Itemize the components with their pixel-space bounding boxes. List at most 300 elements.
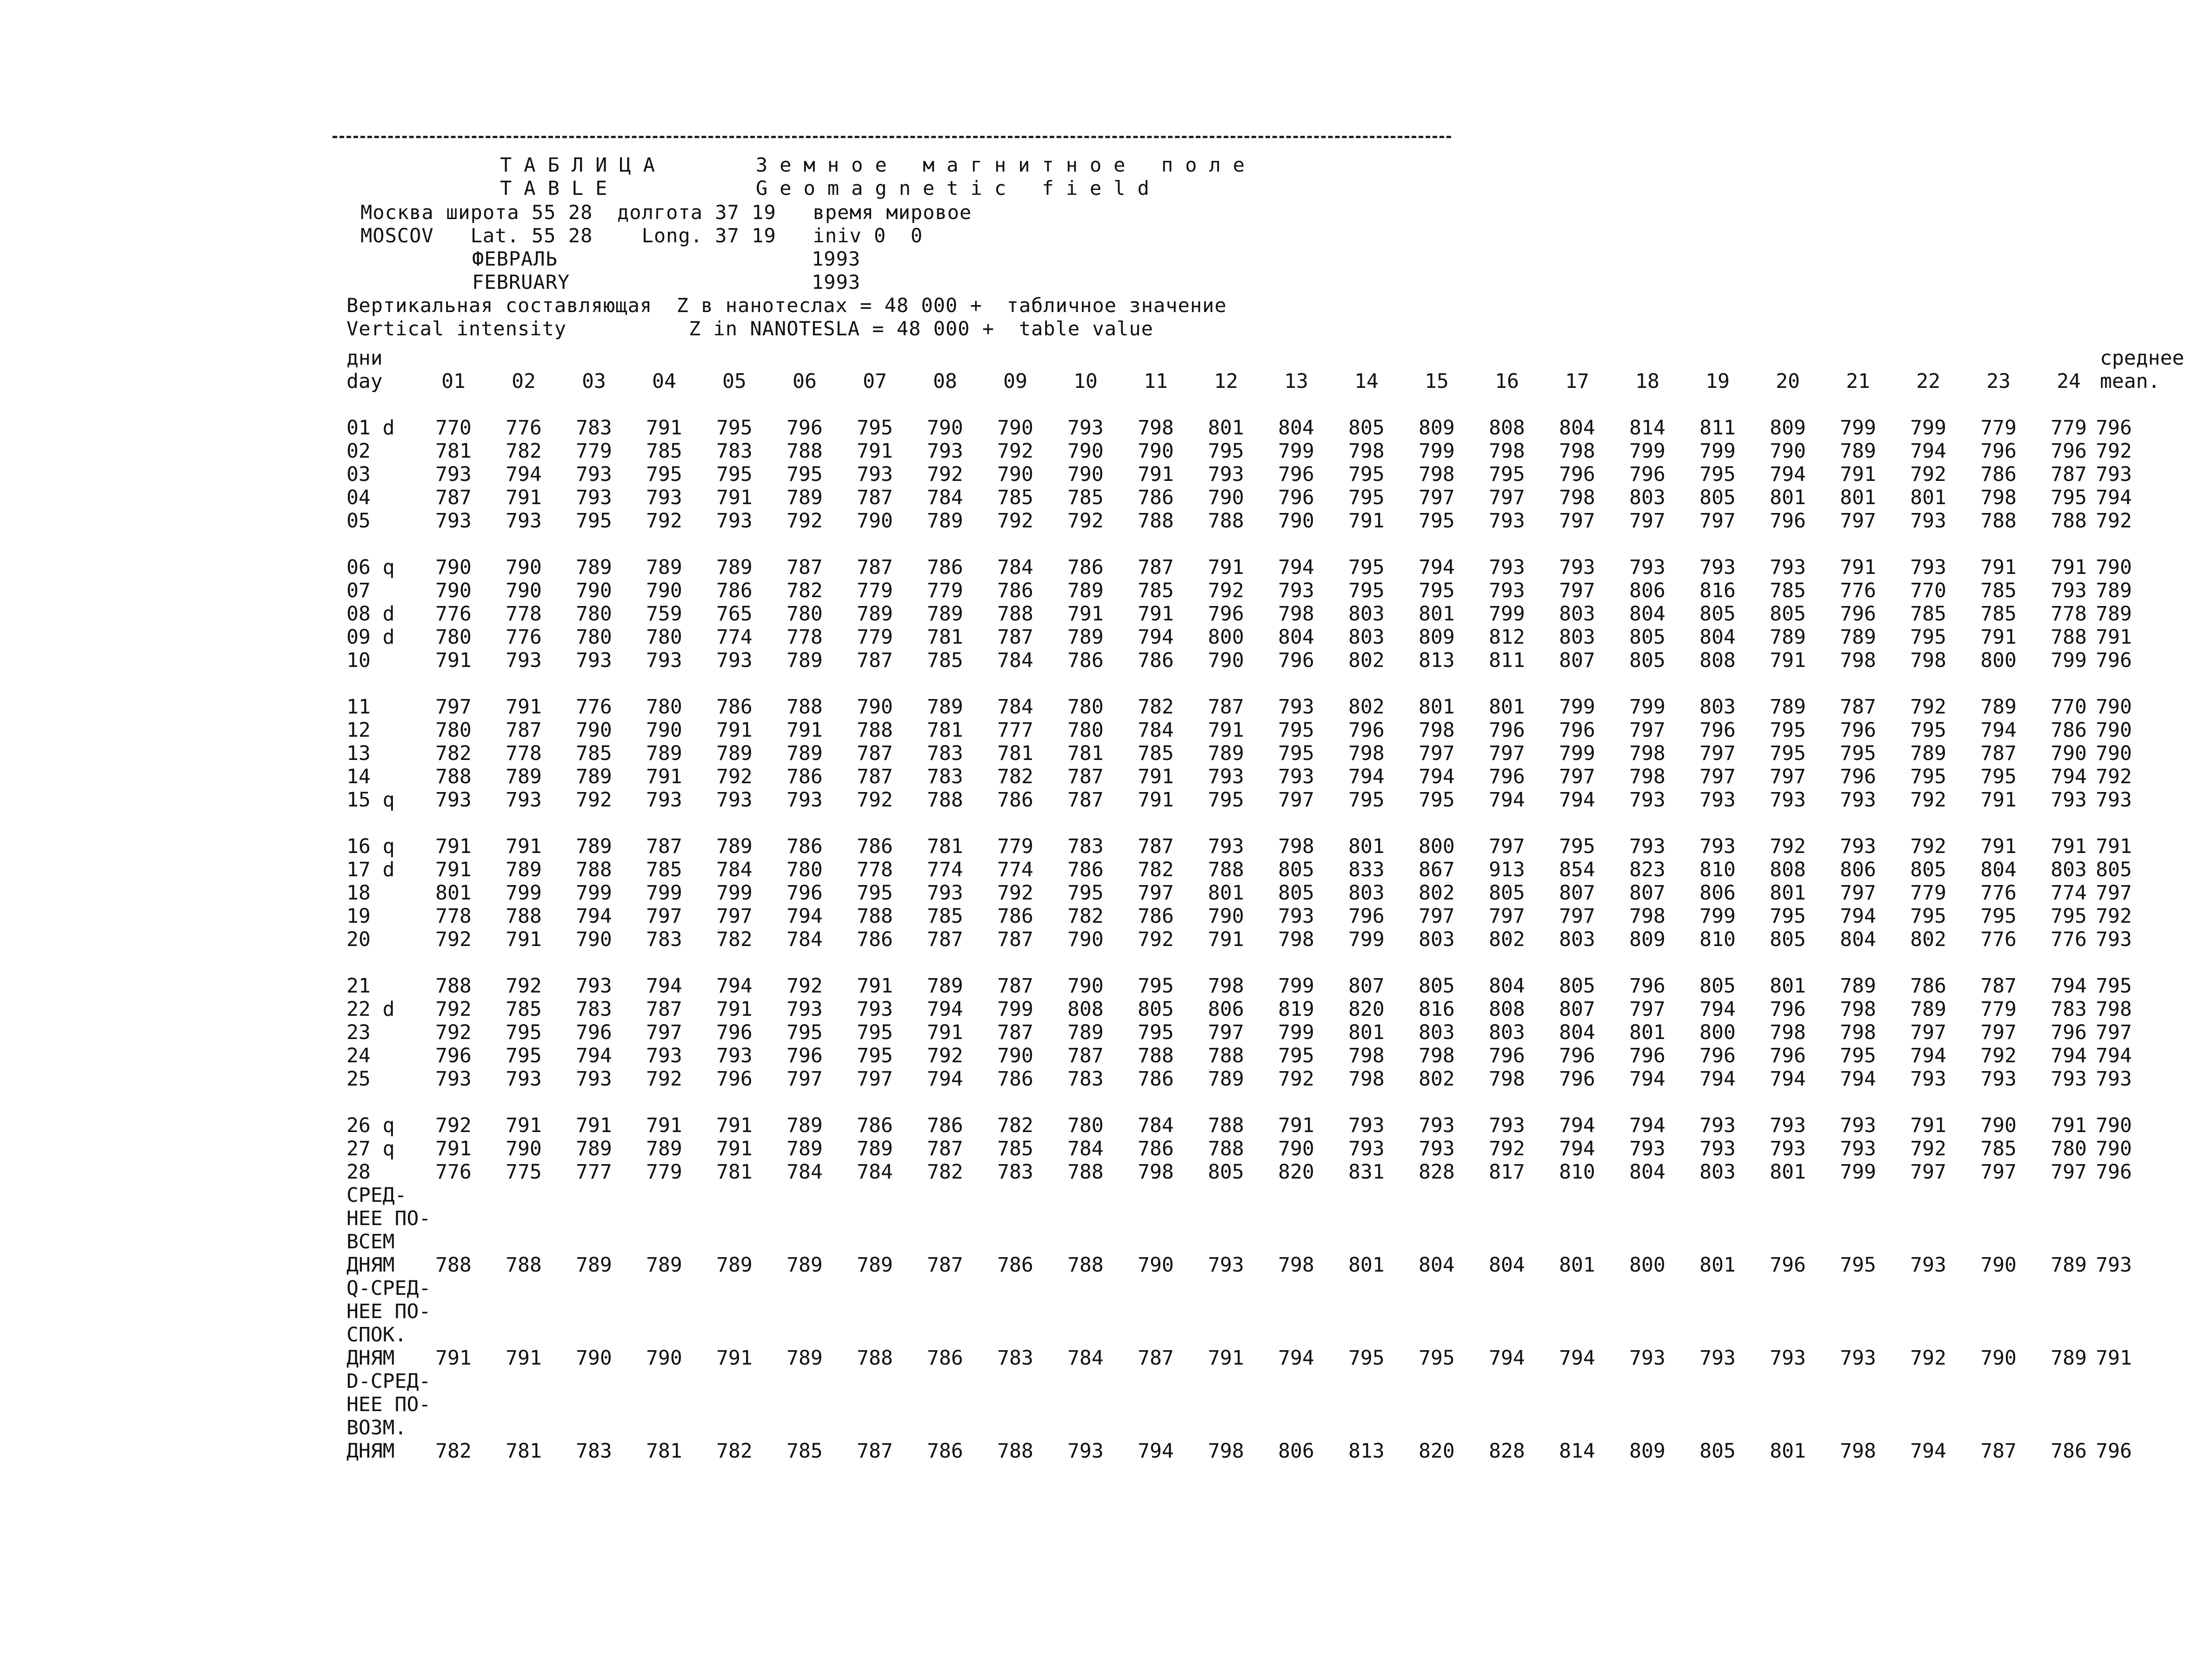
- mean-cell: 790: [2096, 1114, 2132, 1137]
- value-cell: 792: [646, 509, 682, 533]
- value-cell: 803: [1489, 1021, 1525, 1044]
- value-cell: 798: [1138, 1160, 1174, 1184]
- value-cell: 795: [576, 509, 612, 533]
- value-cell: 808: [1699, 649, 1736, 672]
- value-cell: 788: [506, 905, 542, 928]
- value-cell: 786: [857, 835, 893, 858]
- row-day-label: 26 q: [346, 1114, 395, 1137]
- value-cell: 788: [1208, 858, 1244, 881]
- value-cell: 791: [716, 1137, 753, 1160]
- value-cell: 788: [576, 858, 612, 881]
- value-cell: 790: [506, 579, 542, 602]
- value-cell: 798: [1348, 742, 1385, 765]
- value-cell: 781: [716, 1160, 753, 1184]
- value-cell: 787: [2051, 463, 2087, 486]
- hour-header: 07: [863, 370, 887, 393]
- value-cell: 793: [1489, 509, 1525, 533]
- value-cell: 802: [1419, 1067, 1455, 1091]
- value-cell: 795: [1138, 974, 1174, 998]
- row-day-label: 21: [346, 974, 371, 998]
- value-cell: 784: [997, 695, 1033, 719]
- value-cell: 793: [1629, 1137, 1666, 1160]
- value-cell: 794: [1278, 556, 1314, 579]
- row-day-label: 19: [346, 905, 371, 928]
- value-cell: 793: [1770, 788, 1806, 812]
- title-en: TABLE: [500, 177, 620, 200]
- day-label-en: day: [346, 370, 383, 393]
- value-cell: 789: [576, 835, 612, 858]
- value-cell: 797: [1699, 765, 1736, 788]
- value-cell: 786: [2051, 719, 2087, 742]
- value-cell: 787: [857, 649, 893, 672]
- value-cell: 793: [927, 881, 963, 905]
- row-day-label: 02: [346, 440, 371, 463]
- value-cell: 796: [435, 1044, 472, 1067]
- value-cell: 787: [997, 928, 1033, 951]
- value-cell: 791: [506, 486, 542, 509]
- mean-cell: 790: [2096, 1137, 2132, 1160]
- year-ru: 1993: [812, 247, 861, 270]
- value-cell: 800: [1980, 649, 2017, 672]
- row-day-label: 15 q: [346, 788, 395, 812]
- value-cell: 795: [1348, 486, 1385, 509]
- value-cell: 805: [1278, 881, 1314, 905]
- value-cell: 792: [927, 1044, 963, 1067]
- value-cell: 778: [506, 602, 542, 626]
- value-cell: 784: [997, 649, 1033, 672]
- value-cell: 797: [1419, 742, 1455, 765]
- value-cell: 798: [1419, 463, 1455, 486]
- value-cell: 791: [2051, 1114, 2087, 1137]
- mean-cell: 796: [2096, 416, 2132, 440]
- value-cell: 795: [1138, 1021, 1174, 1044]
- value-cell: 787: [857, 556, 893, 579]
- average-label-last: ДНЯМ: [346, 1346, 395, 1370]
- hour-header: 03: [582, 370, 606, 393]
- value-cell: 813: [1419, 649, 1455, 672]
- value-cell: 789: [1067, 579, 1104, 602]
- value-cell: 782: [506, 440, 542, 463]
- value-cell: 790: [646, 579, 682, 602]
- value-cell: 793: [435, 788, 472, 812]
- year-en: 1993: [812, 271, 861, 293]
- value-cell: 787: [1067, 788, 1104, 812]
- value-cell: 795: [857, 881, 893, 905]
- value-cell: 807: [1348, 974, 1385, 998]
- value-cell: 781: [435, 440, 472, 463]
- value-cell: 780: [646, 626, 682, 649]
- value-cell: 790: [1067, 974, 1104, 998]
- value-cell: 774: [997, 858, 1033, 881]
- value-cell: 789: [1208, 742, 1244, 765]
- value-cell: 789: [786, 486, 823, 509]
- value-cell: 795: [1348, 556, 1385, 579]
- value-cell: 793: [1629, 1346, 1666, 1370]
- value-cell: 788: [857, 719, 893, 742]
- value-cell: 795: [1699, 463, 1736, 486]
- value-cell: 790: [576, 1346, 612, 1370]
- value-cell: 795: [1419, 579, 1455, 602]
- value-cell: 803: [1559, 928, 1595, 951]
- value-cell: 791: [716, 1114, 753, 1137]
- value-cell: 785: [1138, 579, 1174, 602]
- value-cell: 804: [1559, 416, 1595, 440]
- value-cell: 788: [1208, 509, 1244, 533]
- value-cell: 794: [786, 905, 823, 928]
- value-cell: 793: [786, 998, 823, 1021]
- value-cell: 798: [1840, 1439, 1876, 1463]
- value-cell: 793: [1699, 1137, 1736, 1160]
- value-cell: 803: [1699, 695, 1736, 719]
- value-cell: 799: [1348, 928, 1385, 951]
- station-ru: Москва широта 55 28 долгота 37 19 время мировое: [360, 201, 972, 224]
- value-cell: 793: [1840, 788, 1876, 812]
- value-cell: 789: [576, 765, 612, 788]
- value-cell: 801: [1348, 1021, 1385, 1044]
- value-cell: 804: [1629, 602, 1666, 626]
- value-cell: 790: [1208, 905, 1244, 928]
- value-cell: 802: [1348, 649, 1385, 672]
- value-cell: 794: [646, 974, 682, 998]
- month-ru: ФЕВРАЛЬ: [472, 247, 558, 270]
- value-cell: 786: [857, 1114, 893, 1137]
- value-cell: 811: [1699, 416, 1736, 440]
- value-cell: 833: [1348, 858, 1385, 881]
- value-cell: 793: [506, 509, 542, 533]
- value-cell: 794: [1559, 1137, 1595, 1160]
- value-cell: 793: [576, 649, 612, 672]
- value-cell: 793: [506, 649, 542, 672]
- value-cell: 788: [857, 905, 893, 928]
- value-cell: 795: [1770, 905, 1806, 928]
- value-cell: 785: [646, 858, 682, 881]
- value-cell: 792: [1910, 835, 1946, 858]
- mean-cell: 805: [2096, 858, 2132, 881]
- value-cell: 789: [786, 649, 823, 672]
- value-cell: 775: [506, 1160, 542, 1184]
- value-cell: 789: [506, 765, 542, 788]
- value-cell: 786: [1138, 905, 1174, 928]
- value-cell: 792: [1278, 1067, 1314, 1091]
- value-cell: 791: [716, 998, 753, 1021]
- value-cell: 798: [1559, 440, 1595, 463]
- mean-cell: 789: [2096, 579, 2132, 602]
- row-day-label: 14: [346, 765, 371, 788]
- value-cell: 783: [2051, 998, 2087, 1021]
- value-cell: 831: [1348, 1160, 1385, 1184]
- row-day-label: 17 d: [346, 858, 395, 881]
- value-cell: 796: [1348, 719, 1385, 742]
- value-cell: 795: [1348, 788, 1385, 812]
- value-cell: 793: [1348, 1137, 1385, 1160]
- value-cell: 787: [997, 626, 1033, 649]
- value-cell: 799: [1840, 1160, 1876, 1184]
- value-cell: 791: [435, 649, 472, 672]
- value-cell: 794: [2051, 765, 2087, 788]
- hour-header: 14: [1354, 370, 1379, 393]
- value-cell: 791: [506, 928, 542, 951]
- value-cell: 806: [1208, 998, 1244, 1021]
- value-cell: 795: [857, 1044, 893, 1067]
- value-cell: 801: [1770, 1439, 1806, 1463]
- value-cell: 795: [1910, 765, 1946, 788]
- value-cell: 803: [1629, 486, 1666, 509]
- value-cell: 789: [786, 742, 823, 765]
- value-cell: 789: [927, 974, 963, 998]
- row-day-label: 06 q: [346, 556, 395, 579]
- value-cell: 792: [646, 1067, 682, 1091]
- value-cell: 800: [1208, 626, 1244, 649]
- value-cell: 796: [1770, 1044, 1806, 1067]
- mean-cell: 790: [2096, 695, 2132, 719]
- value-cell: 797: [1278, 788, 1314, 812]
- row-day-label: 11: [346, 695, 371, 719]
- value-cell: 797: [857, 1067, 893, 1091]
- value-cell: 794: [2051, 1044, 2087, 1067]
- value-cell: 790: [1980, 1114, 2017, 1137]
- value-cell: 797: [1559, 509, 1595, 533]
- value-cell: 776: [2051, 928, 2087, 951]
- value-cell: 789: [1840, 626, 1876, 649]
- top-dashed-rule: [333, 136, 1451, 138]
- value-cell: 789: [1840, 440, 1876, 463]
- value-cell: 807: [1559, 998, 1595, 1021]
- value-cell: 797: [1419, 905, 1455, 928]
- value-cell: 787: [857, 1439, 893, 1463]
- mean-cell: 793: [2096, 928, 2132, 951]
- value-cell: 789: [786, 1114, 823, 1137]
- value-cell: 810: [1699, 858, 1736, 881]
- value-cell: 795: [1910, 905, 1946, 928]
- value-cell: 786: [1067, 858, 1104, 881]
- value-cell: 788: [435, 974, 472, 998]
- value-cell: 781: [646, 1439, 682, 1463]
- value-cell: 790: [927, 416, 963, 440]
- value-cell: 793: [1910, 509, 1946, 533]
- value-cell: 794: [1840, 905, 1876, 928]
- value-cell: 795: [1840, 742, 1876, 765]
- value-cell: 801: [1770, 881, 1806, 905]
- value-cell: 782: [716, 928, 753, 951]
- value-cell: 791: [1980, 626, 2017, 649]
- value-cell: 789: [2051, 1346, 2087, 1370]
- value-cell: 788: [927, 788, 963, 812]
- mean-cell: 796: [2096, 1160, 2132, 1184]
- value-cell: 797: [1840, 881, 1876, 905]
- value-cell: 796: [1770, 1253, 1806, 1277]
- value-cell: 797: [1419, 486, 1455, 509]
- value-cell: 796: [2051, 1021, 2087, 1044]
- hour-header: 15: [1425, 370, 1449, 393]
- value-cell: 783: [576, 1439, 612, 1463]
- value-cell: 787: [1067, 765, 1104, 788]
- value-cell: 786: [716, 579, 753, 602]
- value-cell: 794: [1699, 998, 1736, 1021]
- value-cell: 797: [646, 1021, 682, 1044]
- value-cell: 796: [1208, 602, 1244, 626]
- value-cell: 796: [1278, 486, 1314, 509]
- average-label-line: Q-СРЕД-: [346, 1277, 431, 1300]
- value-cell: 791: [1138, 463, 1174, 486]
- value-cell: 793: [1840, 835, 1876, 858]
- value-cell: 789: [1067, 626, 1104, 649]
- value-cell: 790: [506, 1137, 542, 1160]
- value-cell: 794: [1840, 1067, 1876, 1091]
- value-cell: 791: [716, 719, 753, 742]
- value-cell: 807: [1629, 881, 1666, 905]
- value-cell: 801: [1348, 1253, 1385, 1277]
- value-cell: 793: [646, 486, 682, 509]
- value-cell: 787: [857, 742, 893, 765]
- value-cell: 782: [1138, 858, 1174, 881]
- value-cell: 791: [1278, 1114, 1314, 1137]
- value-cell: 789: [716, 835, 753, 858]
- value-cell: 789: [1840, 974, 1876, 998]
- value-cell: 793: [1067, 416, 1104, 440]
- value-cell: 790: [1278, 1137, 1314, 1160]
- value-cell: 788: [2051, 626, 2087, 649]
- value-cell: 803: [1559, 602, 1595, 626]
- value-cell: 789: [1770, 695, 1806, 719]
- value-cell: 776: [506, 626, 542, 649]
- value-cell: 798: [1629, 905, 1666, 928]
- row-day-label: 28: [346, 1160, 371, 1184]
- value-cell: 788: [1980, 509, 2017, 533]
- value-cell: 793: [1770, 1346, 1806, 1370]
- value-cell: 790: [506, 556, 542, 579]
- row-day-label: 22 d: [346, 998, 395, 1021]
- value-cell: 774: [716, 626, 753, 649]
- value-cell: 793: [1278, 905, 1314, 928]
- value-cell: 788: [1138, 509, 1174, 533]
- value-cell: 787: [857, 765, 893, 788]
- value-cell: 798: [1980, 486, 2017, 509]
- value-cell: 790: [646, 719, 682, 742]
- value-cell: 820: [1419, 1439, 1455, 1463]
- mean-cell: 791: [2096, 626, 2132, 649]
- hour-header: 01: [441, 370, 466, 393]
- value-cell: 789: [576, 1253, 612, 1277]
- value-cell: 791: [1208, 928, 1244, 951]
- mean-label-ru: среднее: [2100, 346, 2185, 370]
- average-label-line: НЕЕ ПО-: [346, 1393, 431, 1416]
- value-cell: 785: [997, 486, 1033, 509]
- value-cell: 796: [2051, 440, 2087, 463]
- value-cell: 799: [1699, 440, 1736, 463]
- value-cell: 801: [1348, 835, 1385, 858]
- value-cell: 785: [1980, 1137, 2017, 1160]
- value-cell: 804: [1419, 1253, 1455, 1277]
- value-cell: 796: [716, 1067, 753, 1091]
- value-cell: 797: [1559, 905, 1595, 928]
- value-cell: 791: [435, 1137, 472, 1160]
- value-cell: 791: [1208, 719, 1244, 742]
- value-cell: 782: [997, 1114, 1033, 1137]
- value-cell: 797: [646, 905, 682, 928]
- value-cell: 793: [927, 440, 963, 463]
- value-cell: 791: [435, 1346, 472, 1370]
- value-cell: 780: [786, 858, 823, 881]
- value-cell: 799: [1489, 602, 1525, 626]
- value-cell: 809: [1770, 416, 1806, 440]
- value-cell: 795: [1419, 1346, 1455, 1370]
- average-label-line: ВОЗМ.: [346, 1416, 407, 1439]
- value-cell: 796: [1348, 905, 1385, 928]
- value-cell: 790: [576, 928, 612, 951]
- value-cell: 795: [1278, 1044, 1314, 1067]
- value-cell: 774: [927, 858, 963, 881]
- value-cell: 786: [786, 835, 823, 858]
- value-cell: 788: [1138, 1044, 1174, 1067]
- value-cell: 809: [1629, 1439, 1666, 1463]
- value-cell: 783: [927, 765, 963, 788]
- mean-label-en: mean.: [2100, 370, 2160, 393]
- value-cell: 793: [857, 998, 893, 1021]
- value-cell: 801: [1770, 974, 1806, 998]
- value-cell: 793: [1770, 556, 1806, 579]
- hour-header: 05: [722, 370, 746, 393]
- value-cell: 798: [1278, 602, 1314, 626]
- value-cell: 787: [1208, 695, 1244, 719]
- hour-header: 21: [1846, 370, 1870, 393]
- hour-header: 04: [652, 370, 676, 393]
- value-cell: 781: [927, 835, 963, 858]
- value-cell: 778: [435, 905, 472, 928]
- average-label-line: НЕЕ ПО-: [346, 1207, 431, 1230]
- value-cell: 793: [1348, 1114, 1385, 1137]
- value-cell: 797: [1489, 486, 1525, 509]
- value-cell: 819: [1278, 998, 1314, 1021]
- value-cell: 801: [1419, 602, 1455, 626]
- value-cell: 794: [1419, 765, 1455, 788]
- value-cell: 808: [1067, 998, 1104, 1021]
- value-cell: 794: [1489, 1346, 1525, 1370]
- value-cell: 799: [506, 881, 542, 905]
- value-cell: 803: [1348, 626, 1385, 649]
- value-cell: 794: [927, 998, 963, 1021]
- value-cell: 787: [1980, 742, 2017, 765]
- value-cell: 793: [576, 486, 612, 509]
- value-cell: 780: [435, 719, 472, 742]
- value-cell: 786: [997, 1253, 1033, 1277]
- value-cell: 793: [1699, 556, 1736, 579]
- value-cell: 791: [506, 695, 542, 719]
- value-cell: 794: [506, 463, 542, 486]
- value-cell: 793: [576, 1067, 612, 1091]
- value-cell: 805: [1629, 649, 1666, 672]
- row-day-label: 13: [346, 742, 371, 765]
- value-cell: 778: [786, 626, 823, 649]
- value-cell: 805: [1699, 602, 1736, 626]
- value-cell: 793: [1278, 765, 1314, 788]
- row-day-label: 05: [346, 509, 371, 533]
- value-cell: 788: [435, 765, 472, 788]
- value-cell: 789: [2051, 1253, 2087, 1277]
- value-cell: 793: [435, 463, 472, 486]
- value-cell: 798: [1489, 440, 1525, 463]
- hour-header: 12: [1214, 370, 1238, 393]
- value-cell: 797: [1489, 835, 1525, 858]
- value-cell: 790: [1067, 440, 1104, 463]
- value-cell: 786: [1138, 649, 1174, 672]
- value-cell: 782: [435, 1439, 472, 1463]
- value-cell: 785: [1067, 486, 1104, 509]
- value-cell: 790: [646, 1346, 682, 1370]
- value-cell: 791: [435, 835, 472, 858]
- value-cell: 784: [716, 858, 753, 881]
- value-cell: 787: [1138, 835, 1174, 858]
- value-cell: 793: [646, 649, 682, 672]
